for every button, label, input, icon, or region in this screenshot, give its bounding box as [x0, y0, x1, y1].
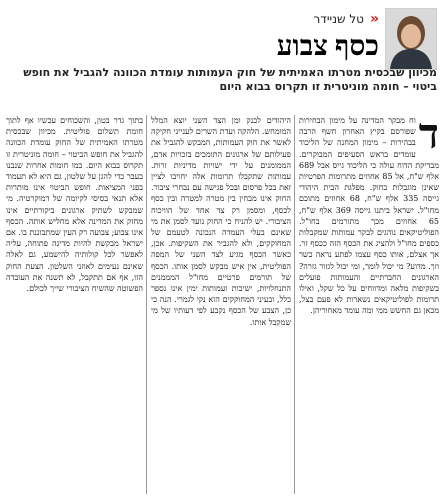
article-header: [0, 0, 445, 94]
author-name: טל שניידר: [313, 12, 364, 26]
article-column-1: [299, 115, 439, 494]
article-column-3: [6, 115, 143, 494]
author-photo: [385, 8, 437, 70]
column-divider: [146, 115, 147, 494]
article-subtitle: מכיוון שבכסית מטרתו האמיתית של חוק העמותות עומדת הכוונה להגביל את חופש ביטוי – חומה מוניטרית זו תקרוס בבוא היום: [23, 66, 437, 93]
column-text: וח מבקר המדינה על מימון הבחירות שפורסם בקיץ האחרון חשף הרבה בבהירות – מימון המחנה של הליכוד עומדים בראש הסעיפים המבוקרים. מבדיקת הדוח עולה כי הליכוד גייס אבל 689 אלף ש"ח, אל 85 אחוזים מתרומות הפרטיות שאינן מוגבלות בחוק. מפלגת הבית היהודי גייסה 335 אלף ש"ח, 68 אחוזים מתוכם מחו"ל. ישראל ביתנו גייסה 369 אלף ש"ח, 65 אחוזים מכך מתורמים בחו"ל. הפוליטיקאים נוהגים לבקר עמותות שמקבלות כספים מחו"ל ולהציג את הכסף הזה ככסף זר. אך אצלם, אותו כסף עצמו לפתע נראה כשר וזך. מדוע? מי יכול לומר, ומי יכול לגזור גזרה? הארגונים החברתיים והעמותות פועלים בשקיפות מלאה ומדווחים על כל שקל, ואילו תרומות לפוליטיקאים נשארות לא פעם בצל, מכאן גם החשש ממי ומה עומד מאחוריהן.: [299, 116, 439, 316]
column-text: בתוך גדר בטון, והשכוחים עכשיו אף לתוך חומת תשלום פוליטית. מכיוון שבכסית מטרתו האמיתית של החוק עומדת הכוונה להגביל את חופש הביטוי – חומה מוניטרית זו תקרוס בבוא היום. כמו חומות אחרות שנבנו בעבר כדי להגן על שלטון, גם היא לא תעמוד בפני המציאות. חופש הביטוי אינו מותרות אלא תנאי בסיסי לקיומה של דמוקרטיה. מי שמבקש לשתיק ארגונים ביקורתיים אינו מחזק את המדינה אלא מחליש אותה. הכסף אינו צבוע; צבועה רק העין שמתבוננת בו. אם ישראל מבקשת להיות מדינה פתוחה, עליה לאפשר לכל קולותיה להישמע, גם לאלה שאינם נעימים לאוזני השלטון. הצעת החוק הזו, אף אם תתקבל, לא תשנה את העובדה הפשוטה שהשיח הציבורי שייך לכולם.: [6, 116, 143, 294]
drop-cap: ד: [418, 115, 439, 158]
author-byline: [314, 12, 379, 26]
article-title: כסף צבוע: [276, 31, 379, 62]
chevron-icon: «: [369, 11, 379, 27]
column-divider: [294, 115, 295, 494]
column-text: היהודים לבנק ומן הצד השני יוצא המלל המומחש. הלהקה ועדת השרים לענייני חקיקה לאשר את חוק העמותות, המבקש להגביל את פעילותם של ארגונים התומכים בזכויות אדם, הממומנים על ידי ישויות מדיניות זרות. עמותות שתקבלו תרומות אלה יחויבו לציין זאת בכל פרסום ובכל פגישה עם נבחרי ציבור. החוק אינו מבחין בין מטרה למטרה ובין כסף לכסף, ומסמן רק צד אחד של הוויכוח הציבורי. יש להניח כי החוק נועד לסמן את מי שאינם בעלי העמדה הנכונה לטעמם של המחוקקים, ולא להגביר את השקיפות. אכן, כאשר הכסף מגיע לצד השני של המפה הפוליטית, אין איש מבקש לסמן אותו. הכסף של תורמים פרטיים מחו"ל המממנים התנחלויות, ישיבות ועמותות ימין אינו נספר כלל, ובעיני המחוקקים הוא נקי לגמרי. הנה כי כן, הצבע של הכסף נקבע לפי דעותיו של מי שמקבל אותו.: [151, 116, 291, 327]
author-portrait-icon: [386, 9, 436, 69]
article-body: [6, 115, 439, 494]
article-column-2: [151, 115, 291, 494]
